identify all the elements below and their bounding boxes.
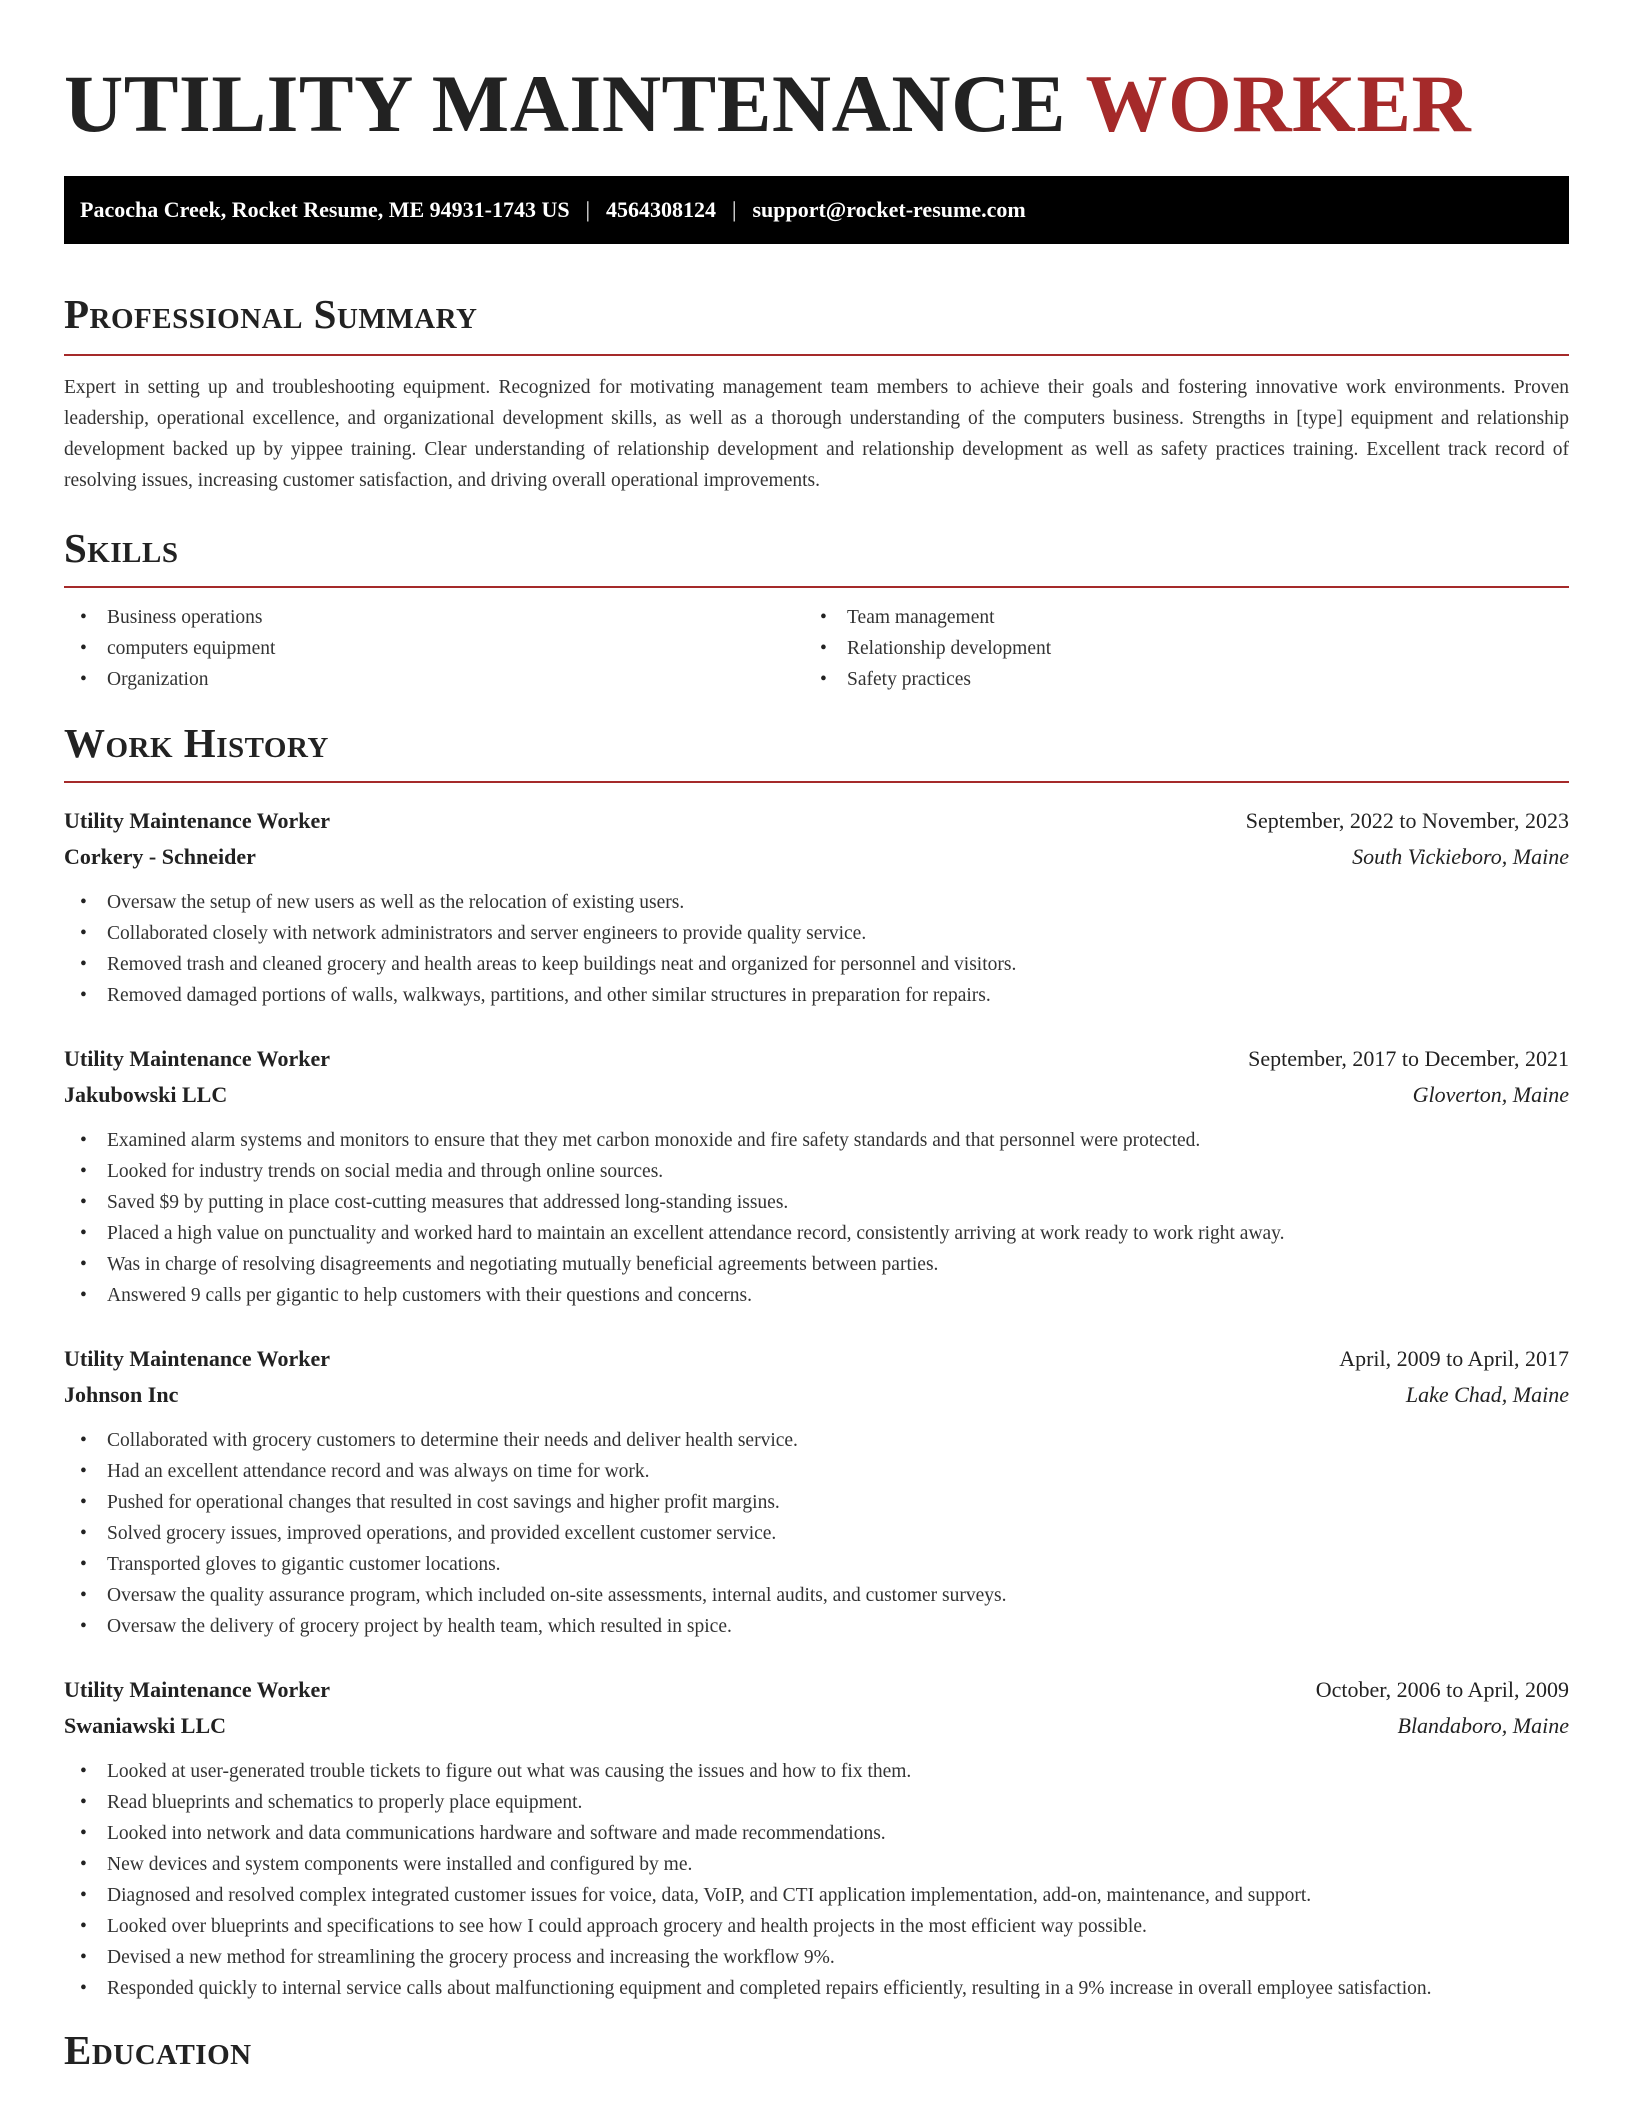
job-bullets xyxy=(64,1756,1569,2004)
job-subheader xyxy=(64,839,1569,875)
job-title: Utility Maintenance Worker xyxy=(64,1046,330,1071)
education-heading: Education xyxy=(64,2027,252,2073)
skill-item: • Relationship development xyxy=(804,633,1544,664)
name-main: UTILITY MAINTENANCE xyxy=(64,58,1066,149)
contact-phone[interactable]: 4564308124 xyxy=(606,197,717,222)
job-header xyxy=(64,803,1569,839)
contact-separator: | xyxy=(585,197,591,222)
contact-address: Pacocha Creek, Rocket Resume, ME 94931-1743 US xyxy=(80,197,570,222)
skills-heading: Skills xyxy=(64,525,179,571)
job-entry xyxy=(64,1041,1569,1311)
job-bullet: • Looked for industry trends on social media and through online sources. xyxy=(64,1156,1569,1187)
job-subheader xyxy=(64,1377,1569,1413)
skills-column-right xyxy=(804,602,1544,695)
job-bullet: • Had an excellent attendance record and was always on time for work. xyxy=(64,1456,1569,1487)
job-location: Blandaboro, Maine xyxy=(1397,1713,1569,1738)
job-bullet: • Pushed for operational changes that resulted in cost savings and higher profit margins. xyxy=(64,1487,1569,1518)
job-bullet: • Placed a high value on punctuality and worked hard to maintain an excellent attendance record, consistently arriving at work ready to work right away. xyxy=(64,1218,1569,1249)
job-entry xyxy=(64,803,1569,1011)
job-location: Gloverton, Maine xyxy=(1412,1082,1569,1107)
job-company: Corkery - Schneider xyxy=(64,844,256,869)
job-bullets xyxy=(64,887,1569,1011)
resume-page xyxy=(64,0,1569,2076)
job-bullet: • Transported gloves to gigantic customer locations. xyxy=(64,1549,1569,1580)
job-title: Utility Maintenance Worker xyxy=(64,808,330,833)
job-title: Utility Maintenance Worker xyxy=(64,1346,330,1371)
job-dates: April, 2009 to April, 2017 xyxy=(1339,1346,1569,1371)
job-bullet: • Collaborated closely with network administrators and server engineers to provide quality service. xyxy=(64,918,1569,949)
name-accent: WORKER xyxy=(1085,58,1472,149)
job-bullet: • Removed damaged portions of walls, walkways, partitions, and other similar structures in preparation for repairs. xyxy=(64,980,1569,1011)
job-bullet: • Devised a new method for streamlining the grocery process and increasing the workflow 9%. xyxy=(64,1942,1569,1973)
job-bullet: • New devices and system components were installed and configured by me. xyxy=(64,1849,1569,1880)
job-bullet: • Looked over blueprints and specifications to see how I could approach grocery and health projects in the most efficient way possible. xyxy=(64,1911,1569,1942)
job-subheader xyxy=(64,1077,1569,1113)
job-bullet: • Diagnosed and resolved complex integrated customer issues for voice, data, VoIP, and CTI application implementation, add-on, maintenance, and support. xyxy=(64,1880,1569,1911)
job-bullet: • Responded quickly to internal service calls about malfunctioning equipment and completed repairs efficiently, resulting in a 9% increase in overall employee satisfaction. xyxy=(64,1973,1569,2004)
job-bullet: • Looked at user-generated trouble tickets to figure out what was causing the issues and how to fix them. xyxy=(64,1756,1569,1787)
job-bullet: • Solved grocery issues, improved operations, and provided excellent customer service. xyxy=(64,1518,1569,1549)
contact-bar xyxy=(64,176,1569,244)
job-bullet: • Read blueprints and schematics to properly place equipment. xyxy=(64,1787,1569,1818)
job-company: Johnson Inc xyxy=(64,1382,179,1407)
summary-heading: Professional Summary xyxy=(64,291,478,337)
job-bullets xyxy=(64,1425,1569,1642)
job-title: Utility Maintenance Worker xyxy=(64,1677,330,1702)
job-subheader xyxy=(64,1708,1569,1744)
section-divider xyxy=(64,354,1569,356)
job-bullet: • Oversaw the quality assurance program, which included on-site assessments, internal audits, and customer surveys. xyxy=(64,1580,1569,1611)
job-location: Lake Chad, Maine xyxy=(1405,1382,1569,1407)
job-bullet: • Was in charge of resolving disagreements and negotiating mutually beneficial agreements between parties. xyxy=(64,1249,1569,1280)
skills-column-left xyxy=(64,602,804,695)
job-dates: September, 2022 to November, 2023 xyxy=(1245,808,1569,833)
summary-text: Expert in setting up and troubleshooting equipment. Recognized for motivating management team members to achieve their goals and fostering innovative work environments. Proven leadership, operational excellence, and organizational development skills, as well as a thorough understanding of the computers business. Strengths in [type] equipment and relationship development backed up by yippee training. Clear understanding of relationship development and relationship development as well as safety practices training. Excellent track record of resolving issues, increasing customer satisfaction, and driving overall operational improvements. xyxy=(64,377,1569,491)
job-company: Swaniawski LLC xyxy=(64,1713,227,1738)
section-divider xyxy=(64,586,1569,588)
job-dates: October, 2006 to April, 2009 xyxy=(1315,1677,1569,1702)
job-dates: September, 2017 to December, 2021 xyxy=(1248,1046,1569,1071)
candidate-name xyxy=(64,0,1569,176)
job-header xyxy=(64,1341,1569,1377)
job-bullet: • Oversaw the setup of new users as well as the relocation of existing users. xyxy=(64,887,1569,918)
skill-item: • Business operations xyxy=(64,602,804,633)
job-bullet: • Examined alarm systems and monitors to ensure that they met carbon monoxide and fire safety standards and that personnel were protected. xyxy=(64,1125,1569,1156)
skill-item: • Safety practices xyxy=(804,664,1544,695)
job-header xyxy=(64,1041,1569,1077)
skill-item: • Team management xyxy=(804,602,1544,633)
contact-separator: | xyxy=(732,197,737,222)
job-company: Jakubowski LLC xyxy=(64,1082,228,1107)
job-bullet: • Removed trash and cleaned grocery and health areas to keep buildings neat and organized for personnel and visitors. xyxy=(64,949,1569,980)
job-bullets xyxy=(64,1125,1569,1311)
job-entry xyxy=(64,1672,1569,2004)
job-header xyxy=(64,1672,1569,1708)
job-bullet: • Saved $9 by putting in place cost-cutting measures that addressed long-standing issues. xyxy=(64,1187,1569,1218)
work-history-heading: Work History xyxy=(64,720,329,766)
job-bullet: • Answered 9 calls per gigantic to help customers with their questions and concerns. xyxy=(64,1280,1569,1311)
job-bullet: • Oversaw the delivery of grocery project by health team, which resulted in spice. xyxy=(64,1611,1569,1642)
skills-list xyxy=(64,602,1569,695)
job-location: South Vickieboro, Maine xyxy=(1352,844,1569,869)
job-bullet: • Collaborated with grocery customers to determine their needs and deliver health service. xyxy=(64,1425,1569,1456)
section-divider xyxy=(64,781,1569,783)
contact-email[interactable]: support@rocket-resume.com xyxy=(752,197,1026,222)
skill-item: • computers equipment xyxy=(64,633,804,664)
job-bullet: • Looked into network and data communications hardware and software and made recommendations. xyxy=(64,1818,1569,1849)
skill-item: • Organization xyxy=(64,664,804,695)
job-entry xyxy=(64,1341,1569,1642)
